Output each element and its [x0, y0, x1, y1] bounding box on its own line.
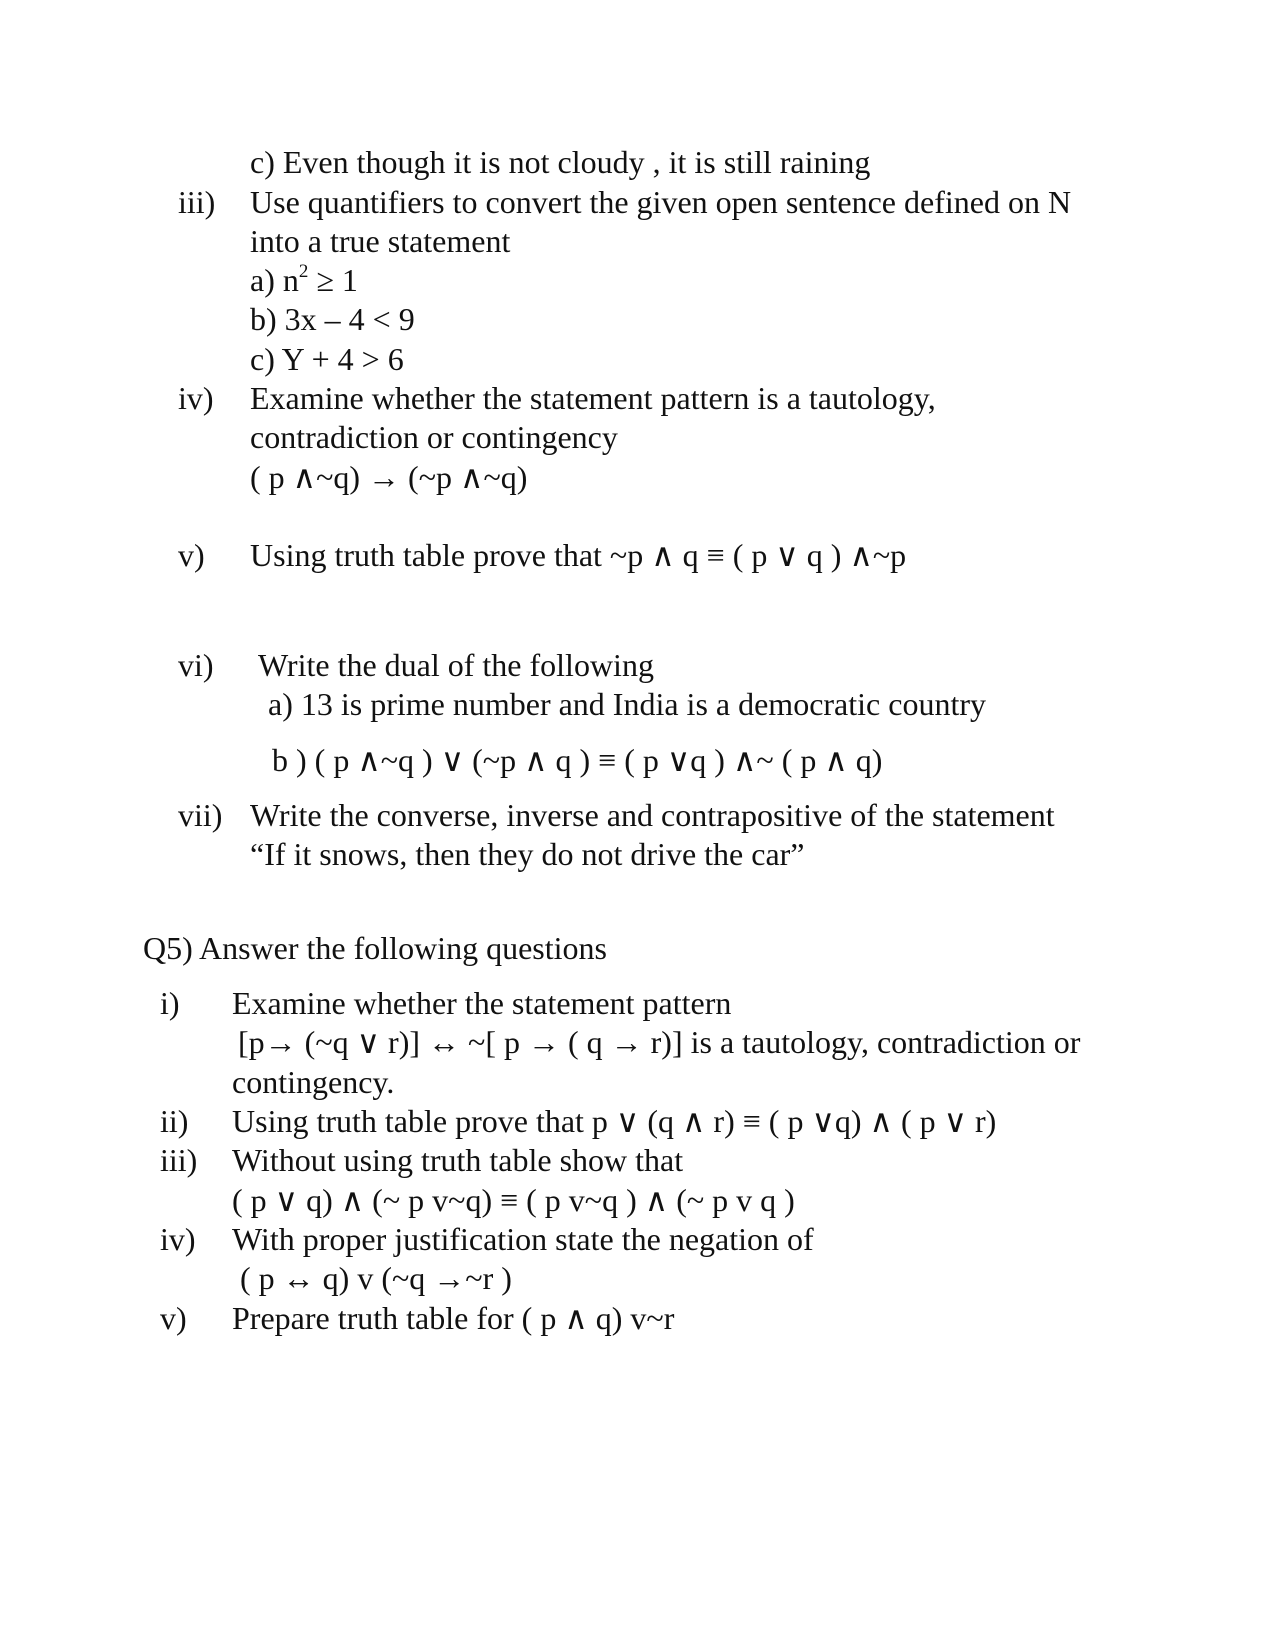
- q4-vi-option-a: a) 13 is prime number and India is a democratic country: [268, 686, 986, 722]
- q5-iv-number: iv): [160, 1221, 196, 1257]
- q4-iii-option-b: b) 3x – 4 < 9: [250, 301, 415, 337]
- q4-iv-text-line2: contradiction or contingency: [250, 419, 618, 455]
- q5-iii-number: iii): [160, 1142, 198, 1178]
- q5-ii-text: Using truth table prove that p ∨ (q ∧ r) ≡ ( p ∨q) ∧ ( p ∨ r): [232, 1103, 997, 1139]
- q4-iii-text-line2: into a true statement: [250, 223, 511, 259]
- q4-iii-option-c: c) Y + 4 > 6: [250, 341, 404, 377]
- q4-vii-number: vii): [178, 797, 223, 833]
- q4-vi-text: Write the dual of the following: [258, 647, 654, 683]
- q4-vi-option-b: b ) ( p ∧~q ) ∨ (~p ∧ q ) ≡ ( p ∨q ) ∧~ ( p ∧ q): [272, 742, 883, 778]
- q5-v-text: Prepare truth table for ( p ∧ q) v~r: [232, 1300, 675, 1336]
- q4-iii-option-a-base: a) n: [250, 262, 299, 298]
- q4-ii-option-c: c) Even though it is not cloudy , it is still raining: [250, 144, 871, 180]
- q4-iv-number: iv): [178, 380, 214, 416]
- q5-v-number: v): [160, 1300, 187, 1336]
- q5-iii-formula: ( p ∨ q) ∧ (~ p v~q) ≡ ( p v~q ) ∧ (~ p v q ): [232, 1182, 795, 1218]
- q5-i-text-line3: contingency.: [232, 1064, 395, 1100]
- q4-iv-formula: ( p ∧~q) → (~p ∧~q): [250, 459, 528, 495]
- q4-iii-text-line1: Use quantifiers to convert the given open sentence defined on N: [250, 184, 1072, 220]
- q4-iv-text-line1: Examine whether the statement pattern is a tautology,: [250, 380, 936, 416]
- q5-i-text-line1: Examine whether the statement pattern: [232, 985, 732, 1021]
- q4-iii-option-a: [250, 260, 358, 300]
- q5-i-number: i): [160, 985, 180, 1021]
- q5-ii-number: ii): [160, 1103, 189, 1139]
- q4-vii-text-line1: Write the converse, inverse and contrapositive of the statement: [250, 797, 1055, 833]
- q5-i-text-line2: [p→ (~q ∨ r)] ↔ ~[ p → ( q → r)] is a tautology, contradiction or: [238, 1024, 1081, 1060]
- q4-v-text: Using truth table prove that ~p ∧ q ≡ ( p ∨ q ) ∧~p: [250, 537, 907, 573]
- q4-vii-text-line2: “If it snows, then they do not drive the car”: [250, 836, 805, 872]
- q4-iii-number: iii): [178, 184, 216, 220]
- q4-vi-number: vi): [178, 647, 214, 683]
- q5-iv-text-line1: With proper justification state the negation of: [232, 1221, 814, 1257]
- q5-iv-formula: ( p ↔ q) v (~q →~r ): [240, 1260, 512, 1296]
- q4-iii-option-a-rest: ≥ 1: [308, 262, 358, 298]
- q5-heading: Q5) Answer the following questions: [143, 930, 607, 966]
- q5-iii-text-line1: Without using truth table show that: [232, 1142, 684, 1178]
- q4-v-number: v): [178, 537, 205, 573]
- q4-iii-option-a-exponent: 2: [298, 261, 309, 283]
